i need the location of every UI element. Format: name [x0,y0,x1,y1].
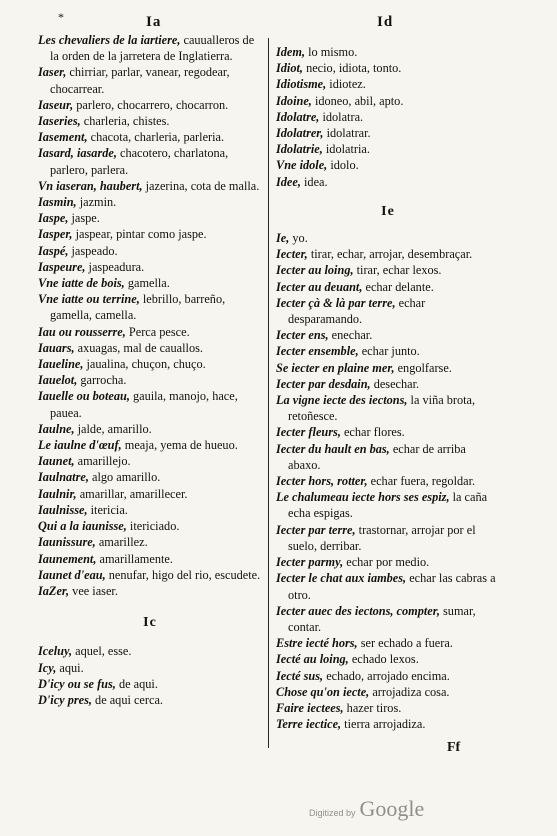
entry-definition: chacota, charleria, parleria. [87,130,225,145]
dictionary-entry [38,226,262,242]
entry-headword: Iauelle ou boteau, [38,389,130,404]
entry-definition: gamella. [124,276,170,291]
entry-definition: jaspeado. [68,243,118,258]
dictionary-entry [38,243,262,259]
dictionary-entry [38,534,262,550]
entry-headword: Iecter par terre, [276,522,356,537]
entry-headword: Iecter par desdain, [276,376,371,391]
dictionary-entry [38,551,262,567]
dictionary-entry [38,676,262,692]
dictionary-entry [38,583,262,599]
entry-definition: jaualina, chuçon, chuço. [83,357,206,372]
dictionary-entry [276,60,500,76]
entry-definition: trastornar, arrojar por el suelo, derribar. [288,522,476,553]
entry-headword: Iecter fleurs, [276,425,341,440]
dictionary-entry [276,424,500,440]
entry-headword: Iaueline, [38,357,84,372]
dictionary-entry [38,178,262,194]
entry-headword: Idoine, [276,93,312,108]
dictionary-entry [38,324,262,340]
entry-definition: parlero, chocarrero, chocarron. [73,97,229,112]
dictionary-entry [38,692,262,708]
entry-headword: Idolatrer, [276,126,324,141]
entry-definition: de aqui cerca. [91,692,163,707]
entry-definition: tirar, echar lexos. [353,263,442,278]
dictionary-entry [38,643,262,659]
entry-headword: Iaser, [38,65,67,80]
entry-definition: necio, idiota, tonto. [303,61,402,76]
dictionary-entry [38,64,262,96]
dictionary-entry [38,486,262,502]
dictionary-entry [276,93,500,109]
dictionary-entry [38,259,262,275]
entry-definition: gauila, manojo, hace, pauea. [50,389,238,420]
entry-headword: Iecter ens, [276,328,329,343]
entry-headword: Iauars, [38,340,75,355]
entry-headword: Idem, [276,45,306,59]
left-entry-list [38,32,262,599]
dictionary-entry [38,113,262,129]
entry-headword: Vn iaseran, haubert, [38,178,143,193]
entry-headword: Faire iectees, [276,700,344,715]
entry-headword: Iaunement, [38,551,97,566]
entry-definition: echar por medio. [343,555,430,570]
entry-definition: garrocha. [77,373,127,388]
dictionary-entry [276,473,500,489]
entry-definition: aquel, esse. [72,644,132,659]
entry-headword: Iecter du hault en bas, [276,441,390,456]
entry-definition: nenufar, higo del rio, escudete. [105,567,261,582]
dictionary-entry [276,554,500,570]
entry-definition: aqui. [56,660,84,675]
entry-headword: Iaulnisse, [38,502,88,517]
entry-definition: jalde, amarillo. [74,421,152,436]
section-heading-ie: Ie [381,203,395,219]
dictionary-entry [38,388,262,420]
entry-headword: Iecter au loing, [276,263,354,278]
dictionary-entry [38,372,262,388]
dictionary-entry [276,441,500,473]
entry-headword: Terre iectice, [276,717,342,732]
dictionary-entry [276,570,500,602]
entry-definition: echado lexos. [348,652,419,667]
dictionary-entry [38,340,262,356]
dictionary-entry [276,157,500,173]
entry-headword: Qui a la iaunisse, [38,519,127,534]
entry-headword: Iecter, [276,247,308,262]
dictionary-entry [38,660,262,676]
entry-headword: Iaulnir, [38,486,77,501]
entry-headword: D'icy ou se fus, [38,676,116,691]
section-heading-ic: Ic [143,615,157,631]
watermark-prefix: Digitized by [309,808,356,818]
entry-headword: Estre iecté hors, [276,636,358,651]
dictionary-entry [38,469,262,485]
entry-definition: la caña echa espigas. [288,490,488,521]
dictionary-entry [38,567,262,583]
entry-headword: Iecter auec des iectons, compter, [276,603,440,618]
entry-definition: echar flores. [340,425,405,440]
dictionary-entry [276,44,500,60]
entry-headword: La vigne iecte des iectons, [276,393,408,408]
dictionary-entry [276,668,500,684]
watermark-brand: Google [359,796,425,821]
dictionary-entry [276,489,500,521]
dictionary-entry [38,32,262,64]
entry-headword: Les chevaliers de la iartiere, [38,33,181,47]
entry-headword: Iecter çà & là par terre, [276,295,396,310]
dictionary-entry [276,109,500,125]
entry-definition: algo amarillo. [88,470,161,485]
dictionary-entry [276,262,500,278]
entry-headword: Iecté sus, [276,668,324,683]
entry-definition: sumar, contar. [288,603,476,634]
entry-headword: Iasard, iasarde, [38,146,117,161]
entry-headword: Vne iatte ou terrine, [38,292,140,307]
entry-definition: charleria, chistes. [80,114,170,129]
entry-definition: amarillejo. [74,454,131,469]
dictionary-entry [276,603,500,635]
entry-definition: meaja, yema de hueuo. [121,438,238,453]
column-divider [268,38,269,748]
dictionary-entry [276,246,500,262]
entry-headword: Iecter ensemble, [276,344,359,359]
entry-definition: yo. [289,231,308,246]
entry-headword: Iceluy, [38,644,73,659]
dictionary-entry [276,295,500,327]
dictionary-entry [38,210,262,226]
entry-definition: jazerina, cota de malla. [142,178,260,193]
entry-headword: Idolatrie, [276,142,323,157]
dictionary-entry [38,453,262,469]
dictionary-entry [38,275,262,291]
right-entry-list-ie [276,230,500,732]
entry-definition: jazmin. [76,195,117,210]
dictionary-entry [38,518,262,534]
entry-definition: la viña brota, retoñesce. [288,393,476,424]
entry-headword: Iaulne, [38,421,75,436]
dictionary-entry [38,502,262,518]
entry-definition: echar junto. [358,344,420,359]
entry-headword: Iasper, [38,227,73,242]
left-column [38,32,262,708]
dictionary-entry [276,279,500,295]
entry-definition: itericiado. [126,519,180,534]
dictionary-entry [38,145,262,177]
entry-headword: Iecté au loing, [276,652,349,667]
signature-mark: Ff [447,740,461,755]
entry-headword: Iaunissure, [38,535,96,550]
dictionary-entry [276,392,500,424]
entry-definition: jaspeadura. [85,259,145,274]
right-entry-list-id [276,44,500,190]
entry-definition: Perca pesce. [125,324,190,339]
entry-definition: echar las cabras a otro. [288,571,496,602]
dictionary-entry [38,129,262,145]
dictionary-entry [276,700,500,716]
running-header-right: Id [377,14,394,30]
dictionary-entry [276,635,500,651]
dictionary-entry [276,651,500,667]
dictionary-entry [38,437,262,453]
entry-definition: engolfarse. [394,360,452,375]
entry-headword: Iasmin, [38,195,77,210]
entry-definition: jaspe. [68,211,100,226]
entry-headword: Le iaulne d'œuf, [38,438,122,453]
entry-definition: jaspear, pintar como jaspe. [72,227,207,242]
dictionary-entry [276,230,500,246]
running-header-left: Ia [146,14,162,30]
dictionary-entry [276,684,500,700]
dictionary-entry [276,327,500,343]
entry-definition: lebrillo, barreño, gamella, camella. [50,292,226,323]
right-column [276,44,500,732]
entry-definition: arrojadiza cosa. [369,684,450,699]
entry-headword: Iecter hors, rotter, [276,474,368,489]
entry-definition: enechar. [328,328,373,343]
entry-definition: amarillar, amarillecer. [76,486,188,501]
entry-headword: Iaspe, [38,211,69,226]
entry-definition: echar delante. [362,279,434,294]
entry-headword: Iau ou rousserre, [38,324,126,339]
entry-headword: Se iecter en plaine mer, [276,360,395,375]
entry-definition: idoneo, abil, apto. [311,93,404,108]
entry-headword: Iecter au deuant, [276,279,363,294]
entry-headword: Iaspé, [38,243,69,258]
dictionary-entry [38,97,262,113]
dictionary-entry [276,522,500,554]
entry-headword: Iaulnatre, [38,470,89,485]
entry-definition: idea. [300,174,328,189]
entry-definition: amarillez. [95,535,148,550]
entry-headword: Iaseries, [38,114,81,129]
entry-definition: chirriar, parlar, vanear, regodear, chocarrear. [50,65,230,96]
digitized-watermark [309,796,424,822]
entry-definition: de aqui. [115,676,158,691]
entry-headword: Idolatre, [276,109,320,124]
entry-headword: IaZer, [38,583,70,598]
dictionary-entry [276,360,500,376]
entry-headword: Iauelot, [38,373,78,388]
dictionary-entry [276,76,500,92]
entry-definition: tierra arrojadiza. [341,717,426,732]
entry-definition: echar fuera, regoldar. [367,474,476,489]
entry-headword: Idiotisme, [276,77,327,92]
entry-definition: itericia. [87,502,128,517]
entry-definition: tirar, echar, arrojar, desembraçar. [307,247,473,262]
entry-headword: Chose qu'on iecte, [276,684,370,699]
entry-headword: Iaunet, [38,454,75,469]
entry-definition: chacotero, charlatona, parlero, parlera. [50,146,229,177]
margin-mark: * [58,10,64,24]
dictionary-entry [38,291,262,323]
entry-definition: axuagas, mal de cauallos. [74,340,203,355]
entry-definition: cauualleros de la orden de la jarretera de Inglatierra. [50,33,255,64]
entry-definition: idolo. [327,158,359,173]
dictionary-entry [38,421,262,437]
entry-definition: idolatria. [322,142,370,157]
entry-headword: Le chalumeau iecte hors ses espiz, [276,490,450,505]
dictionary-entry [276,376,500,392]
dictionary-entry [276,174,500,190]
entry-definition: ser echado a fuera. [357,636,453,651]
dictionary-entry [38,194,262,210]
entry-definition: lo mismo. [305,45,358,59]
entry-headword: Icy, [38,660,57,675]
entry-headword: Iaunet d'eau, [38,567,106,582]
dictionary-entry [38,356,262,372]
entry-headword: Idiot, [276,61,303,76]
entry-headword: Iecter parmy, [276,555,344,570]
entry-definition: echar de arriba abaxo. [288,441,466,472]
entry-headword: D'icy pres, [38,692,92,707]
entry-headword: Ie, [276,231,290,246]
entry-headword: Iecter le chat aux iambes, [276,571,407,586]
entry-definition: desechar. [370,376,420,391]
entry-headword: Iasement, [38,130,88,145]
entry-definition: vee iaser. [69,583,118,598]
left-entry-list-ic [38,643,262,708]
dictionary-entry [276,343,500,359]
entry-definition: idolatrar. [323,126,371,141]
entry-definition: echar desparamando. [288,295,426,327]
entry-headword: Idee, [276,174,301,189]
entry-definition: hazer tiros. [343,700,402,715]
entry-definition: idiotez. [326,77,366,92]
entry-headword: Vne idole, [276,158,328,173]
entry-definition: idolatra. [319,109,364,124]
dictionary-entry [276,716,500,732]
dictionary-entry [276,141,500,157]
entry-headword: Iaseur, [38,97,74,112]
dictionary-entry [276,125,500,141]
entry-headword: Vne iatte de bois, [38,276,125,291]
entry-headword: Iaspeure, [38,259,86,274]
entry-definition: echado, arrojado encima. [323,668,450,683]
entry-definition: amarillamente. [96,551,173,566]
